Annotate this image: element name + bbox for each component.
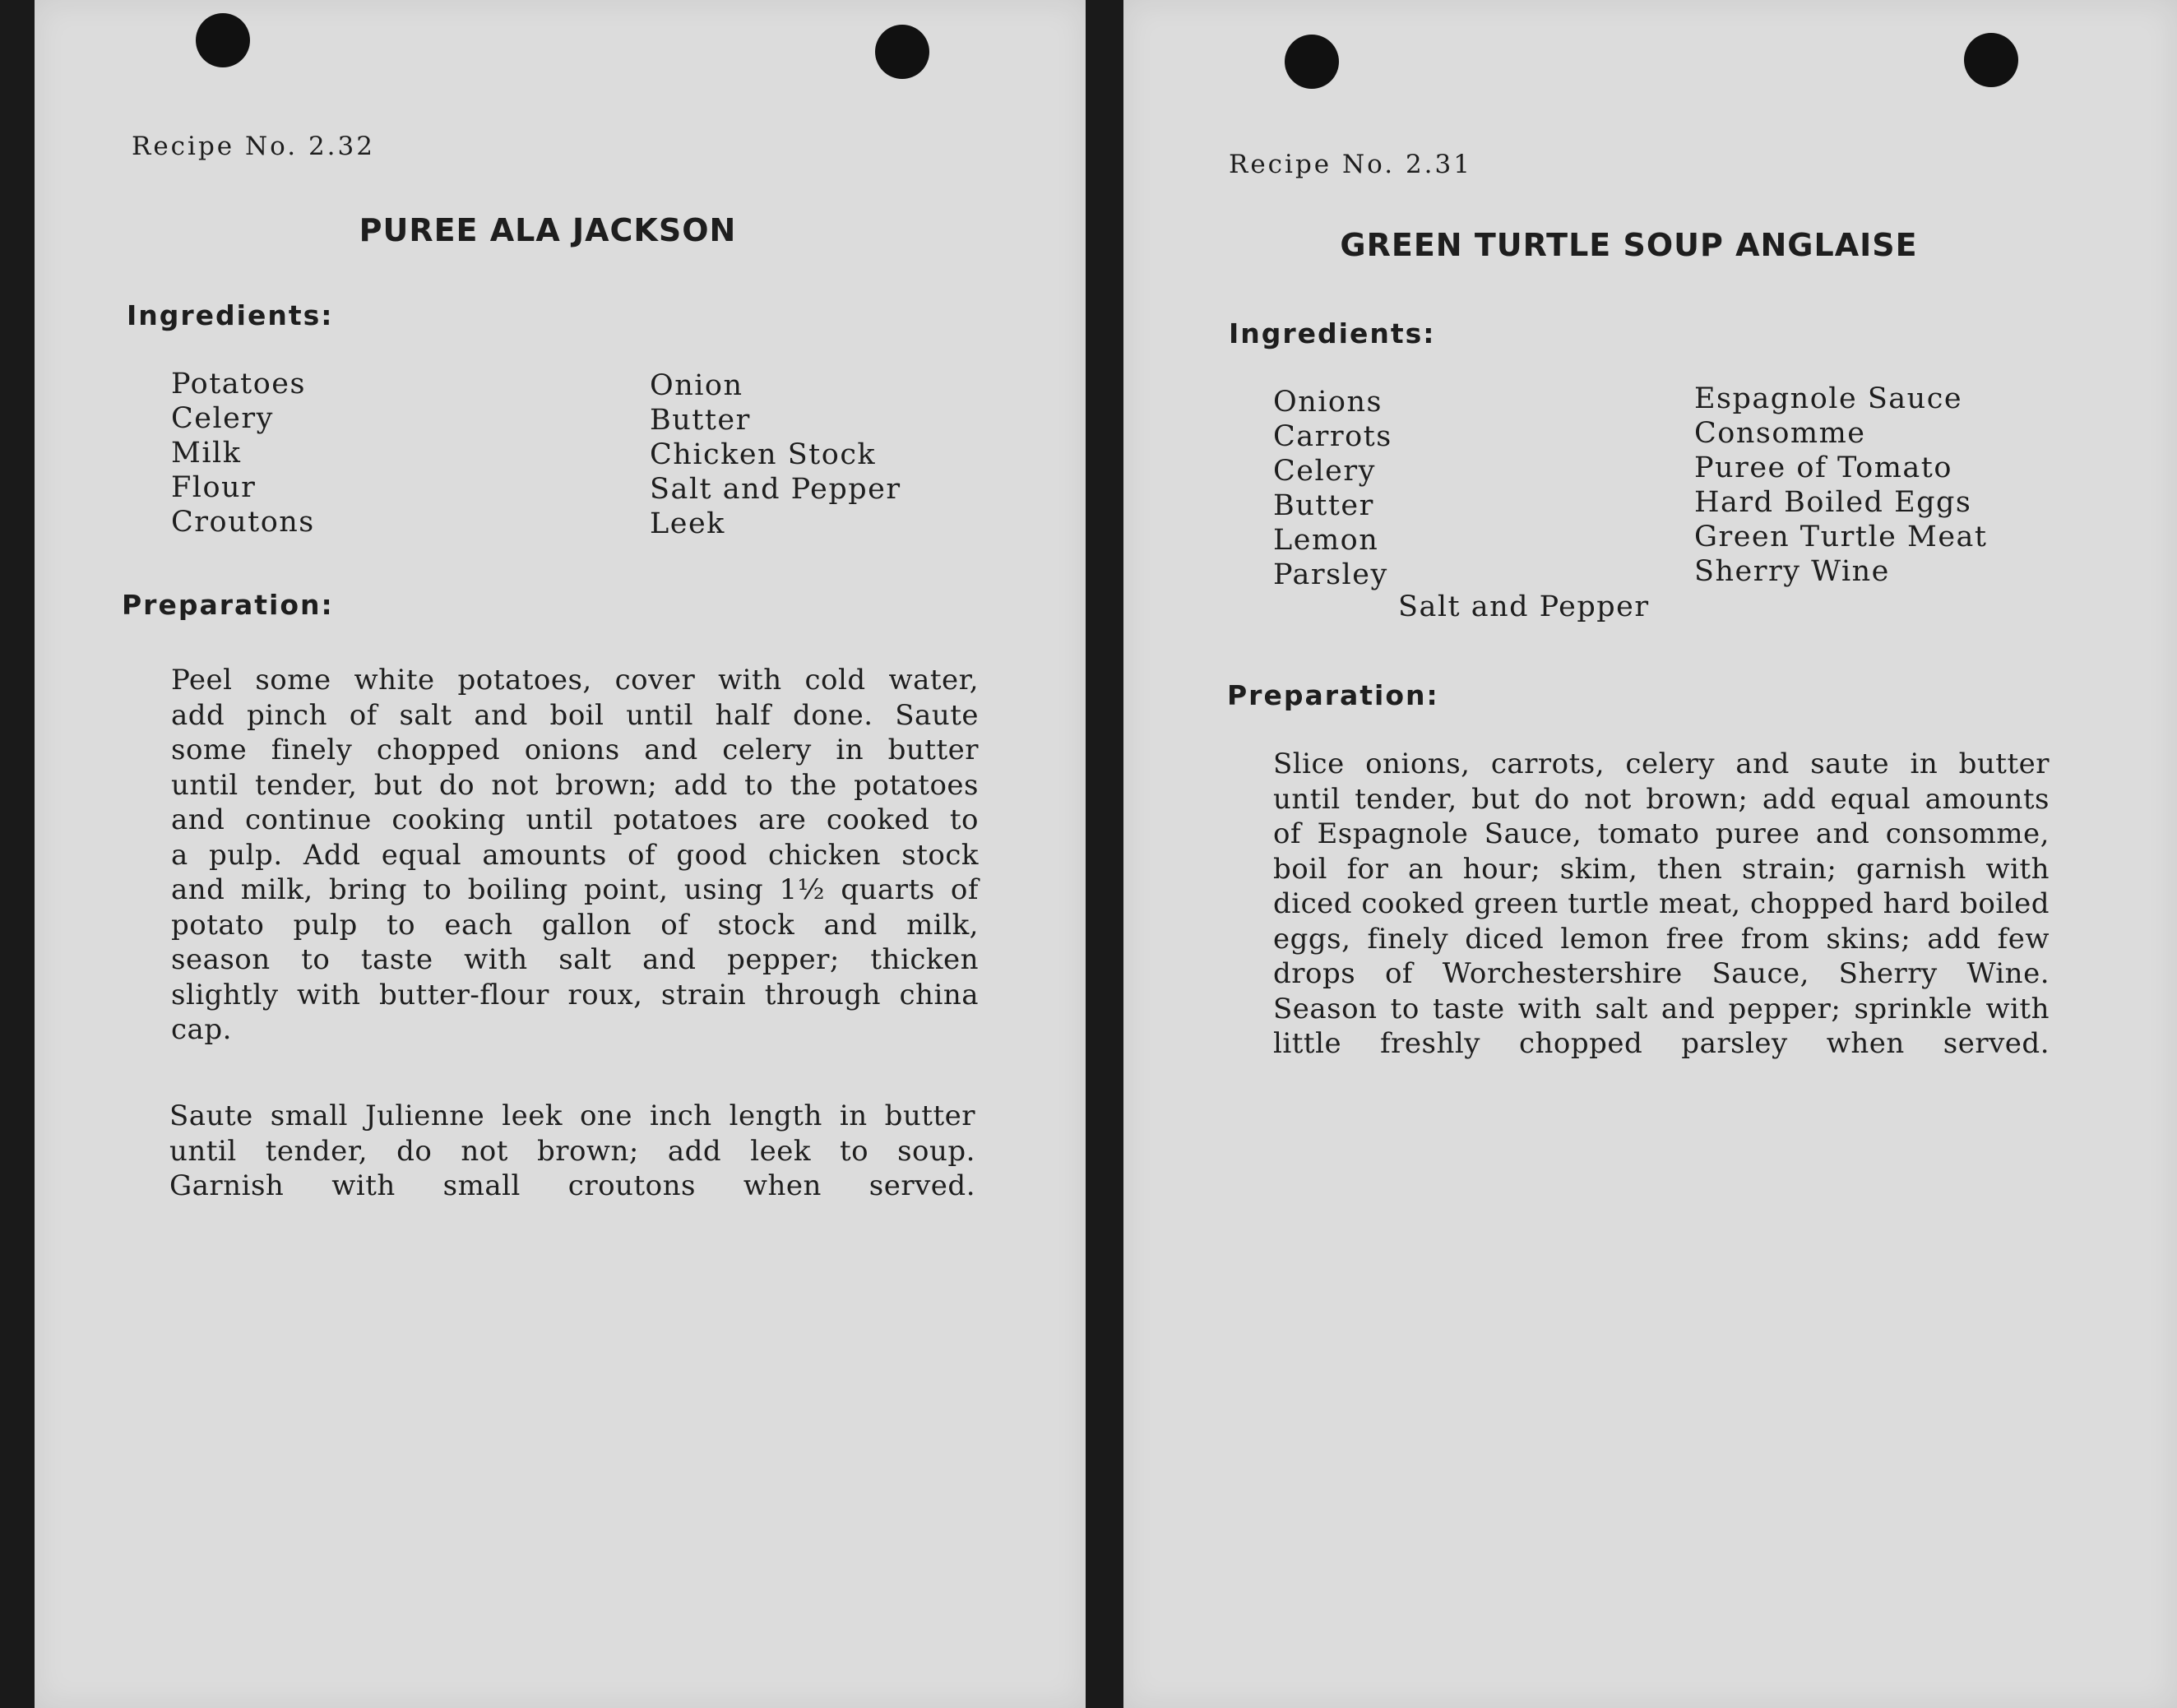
preparation-line: drops of Worchestershire Sauce, Sherry Wine. — [1273, 957, 2050, 990]
preparation-line: and milk, bring to boiling point, using 1½ quarts of — [171, 873, 979, 906]
preparation-paragraph — [171, 663, 979, 1048]
preparation-line: season to taste with salt and pepper; thicken — [171, 943, 979, 976]
preparation-line: of Espagnole Sauce, tomato puree and consomme, — [1273, 817, 2050, 850]
ingredient-item: Flour — [171, 471, 257, 504]
preparation-line: Slice onions, carrots, celery and saute in butter — [1273, 748, 2050, 780]
ingredient-item: Chicken Stock — [650, 438, 877, 471]
preparation-paragraph — [169, 1099, 975, 1204]
preparation-line: add pinch of salt and boil until half done. Saute — [171, 698, 979, 732]
ingredients-list-col2 — [1694, 382, 1987, 589]
ingredients-list-col2 — [650, 368, 901, 541]
preparation-line: boil for an hour; skim, then strain; garnish with — [1273, 852, 2050, 886]
punch-hole — [196, 13, 250, 67]
recipe-card-left — [35, 0, 1086, 1708]
ingredient-item: Parsley — [1273, 558, 1388, 591]
ingredient-item: Onion — [650, 369, 743, 402]
recipe-number: Recipe No. 2.32 — [132, 132, 375, 161]
ingredient-item: Croutons — [171, 506, 315, 539]
ingredients-list-col1 — [171, 367, 315, 539]
preparation-heading: Preparation: — [122, 589, 334, 621]
ingredient-item: Salt and Pepper — [650, 473, 901, 506]
preparation-line: little freshly chopped parsley when served. — [1273, 1027, 2050, 1060]
ingredient-item: Butter — [650, 404, 751, 437]
preparation-line: diced cooked green turtle meat, chopped hard boiled — [1273, 887, 2050, 920]
preparation-heading: Preparation: — [1227, 679, 1439, 711]
ingredient-item: Leek — [650, 507, 725, 540]
ingredient-item: Consomme — [1694, 417, 1866, 450]
preparation-line: eggs, finely diced lemon free from skins; add few — [1273, 922, 2050, 956]
punch-hole — [1964, 33, 2018, 87]
ingredient-item: Butter — [1273, 489, 1374, 522]
preparation-line: some finely chopped onions and celery in butter — [171, 734, 979, 766]
preparation-line: Season to taste with salt and pepper; sprinkle with — [1273, 992, 2050, 1025]
preparation-line: slightly with butter-flour roux, strain through china — [171, 978, 979, 1011]
ingredient-item: Carrots — [1273, 420, 1392, 453]
preparation-line: until tender, but do not brown; add to the potatoes — [171, 768, 979, 802]
ingredient-item: Salt and Pepper — [1398, 590, 1650, 623]
ingredient-item: Hard Boiled Eggs — [1694, 486, 1972, 519]
ingredient-item: Lemon — [1273, 524, 1379, 557]
ingredients-list-col1 — [1273, 385, 1392, 592]
ingredient-item: Celery — [171, 402, 274, 435]
preparation-line: until tender, but do not brown; add equal amounts — [1273, 782, 2050, 816]
ingredients-heading: Ingredients: — [1229, 317, 1436, 349]
preparation-line: Peel some white potatoes, cover with cold water, — [171, 664, 979, 697]
recipe-title: PUREE ALA JACKSON — [359, 212, 737, 248]
preparation-paragraph — [1273, 747, 2050, 1062]
recipe-number: Recipe No. 2.31 — [1229, 150, 1472, 179]
ingredient-item: Onions — [1273, 386, 1383, 419]
ingredient-item: Celery — [1273, 455, 1376, 488]
ingredient-item: Puree of Tomato — [1694, 451, 1952, 484]
punch-hole — [875, 25, 929, 79]
preparation-line: a pulp. Add equal amounts of good chicken stock — [171, 838, 979, 872]
preparation-line: cap. — [171, 1013, 232, 1046]
preparation-line: and continue cooking until potatoes are cooked to — [171, 803, 979, 836]
preparation-line: Saute small Julienne leek one inch length in butter — [169, 1099, 975, 1132]
ingredients-heading: Ingredients: — [127, 299, 334, 331]
ingredient-item: Espagnole Sauce — [1694, 382, 1963, 415]
punch-hole — [1285, 35, 1339, 89]
recipe-card-right — [1123, 0, 2177, 1708]
recipe-title: GREEN TURTLE SOUP ANGLAISE — [1340, 227, 1918, 263]
ingredient-item: Green Turtle Meat — [1694, 521, 1988, 553]
ingredient-item: Milk — [171, 437, 242, 470]
preparation-line: until tender, do not brown; add leek to soup. — [169, 1134, 975, 1168]
preparation-line: potato pulp to each gallon of stock and milk, — [171, 908, 979, 942]
preparation-line: Garnish with small croutons when served. — [169, 1169, 975, 1202]
ingredient-item: Potatoes — [171, 368, 306, 400]
ingredient-item: Sherry Wine — [1694, 555, 1890, 588]
